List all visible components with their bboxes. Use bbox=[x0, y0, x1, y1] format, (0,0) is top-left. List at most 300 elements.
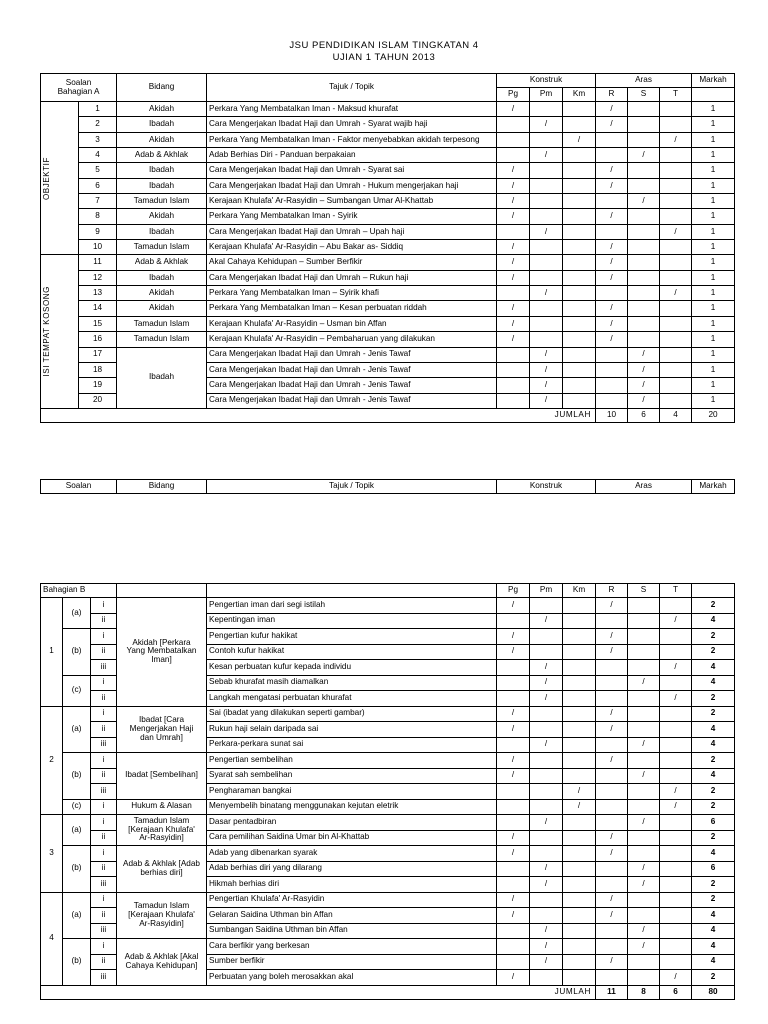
topik-cell: Cara Mengerjakan Ibadat Haji dan Umrah - Jenis Tawaf bbox=[207, 362, 497, 377]
t-cell: / bbox=[660, 691, 692, 707]
header-soalan: Soalan Bahagian A bbox=[41, 74, 117, 102]
t-cell: / bbox=[660, 799, 692, 815]
markah-cell: 4 bbox=[692, 908, 735, 924]
sub-part-label: i bbox=[91, 675, 117, 691]
r-cell: / bbox=[596, 598, 628, 614]
as-cell: / bbox=[628, 877, 660, 893]
pg-cell bbox=[497, 117, 530, 132]
sub-part-label: i bbox=[91, 892, 117, 908]
t-cell bbox=[660, 737, 692, 753]
sub-part-label: iii bbox=[91, 737, 117, 753]
r-cell: / bbox=[596, 102, 628, 117]
r-cell bbox=[596, 613, 628, 629]
km-cell bbox=[563, 861, 596, 877]
pm-cell bbox=[530, 270, 563, 285]
sub-part-label: ii bbox=[91, 722, 117, 738]
t-cell bbox=[660, 923, 692, 939]
as-cell bbox=[628, 892, 660, 908]
bidang-cell: Akidah bbox=[117, 102, 207, 117]
topik-cell: Cara Mengerjakan Ibadat Haji dan Umrah - Jenis Tawaf bbox=[207, 378, 497, 393]
s-cell bbox=[628, 286, 660, 301]
sub-part-label: iii bbox=[91, 970, 117, 986]
pm-cell bbox=[530, 753, 563, 769]
pm-cell: / bbox=[530, 939, 563, 955]
bidang-group-cell: Tamadun Islam [Kerajaan Khulafa' Ar-Rasyidin] bbox=[117, 815, 207, 846]
topik-cell: Kerajaan Khulafa' Ar-Rasyidin – Usman bin Affan bbox=[207, 316, 497, 331]
sub-part-label: iii bbox=[91, 877, 117, 893]
as-cell bbox=[628, 784, 660, 800]
t-cell bbox=[660, 301, 692, 316]
km-cell bbox=[563, 332, 596, 347]
m-cell: 1 bbox=[692, 209, 735, 224]
pg-cell bbox=[497, 613, 530, 629]
b-header-km: Km bbox=[563, 584, 596, 598]
pg-cell bbox=[497, 660, 530, 676]
t-cell bbox=[660, 194, 692, 209]
m-cell: 1 bbox=[692, 255, 735, 270]
as-cell: / bbox=[628, 815, 660, 831]
km-cell bbox=[563, 393, 596, 408]
sub-part-label: ii bbox=[91, 908, 117, 924]
bidang-group-cell: Adab & Akhlak [Akal Cahaya Kehidupan] bbox=[117, 939, 207, 986]
pm-cell: / bbox=[530, 861, 563, 877]
m-cell: 1 bbox=[692, 393, 735, 408]
km-cell bbox=[563, 240, 596, 255]
m-cell: 1 bbox=[692, 301, 735, 316]
km-cell bbox=[563, 148, 596, 163]
pm-cell bbox=[530, 316, 563, 331]
b-header-r: R bbox=[596, 584, 628, 598]
r-cell: / bbox=[596, 954, 628, 970]
r-cell bbox=[596, 660, 628, 676]
pg-cell: / bbox=[497, 722, 530, 738]
sub-part-label: i bbox=[91, 629, 117, 645]
s-cell bbox=[628, 163, 660, 178]
pg-cell: / bbox=[497, 301, 530, 316]
markah-cell: 4 bbox=[692, 613, 735, 629]
r-cell: / bbox=[596, 644, 628, 660]
m-cell: 1 bbox=[692, 240, 735, 255]
question-number: 16 bbox=[79, 332, 117, 347]
km-cell: / bbox=[563, 799, 596, 815]
question-number: 6 bbox=[79, 178, 117, 193]
markah-cell: 2 bbox=[692, 970, 735, 986]
t-cell bbox=[660, 644, 692, 660]
markah-cell: 2 bbox=[692, 691, 735, 707]
sub-part-label: i bbox=[91, 799, 117, 815]
markah-cell: 2 bbox=[692, 644, 735, 660]
topik-cell: Perkara Yang Membatalkan Iman – Syirik khafi bbox=[207, 286, 497, 301]
as-cell bbox=[628, 613, 660, 629]
t-cell bbox=[660, 117, 692, 132]
header-t: T bbox=[660, 88, 692, 102]
r-cell: / bbox=[596, 117, 628, 132]
r-cell: / bbox=[596, 706, 628, 722]
pm-cell bbox=[530, 332, 563, 347]
sub-part-label: ii bbox=[91, 954, 117, 970]
sub-part-label: i bbox=[91, 846, 117, 862]
bidang-cell: Adab & Akhlak bbox=[117, 148, 207, 163]
part-label: (a) bbox=[63, 706, 91, 753]
header-bahagian-b: Bahagian B bbox=[41, 584, 117, 598]
bidang-cell: Ibadah bbox=[117, 347, 207, 408]
pg-cell bbox=[497, 877, 530, 893]
r-cell bbox=[596, 675, 628, 691]
topik-cell: Perkara Yang Membatalkan Iman - Maksud khurafat bbox=[207, 102, 497, 117]
sub-part-label: ii bbox=[91, 830, 117, 846]
topik-cell: Cara Mengerjakan Ibadat Haji dan Umrah – Rukun haji bbox=[207, 270, 497, 285]
question-number: 4 bbox=[79, 148, 117, 163]
bidang-cell: Akidah bbox=[117, 301, 207, 316]
table-row bbox=[41, 148, 735, 163]
total-row bbox=[41, 985, 735, 999]
pm-cell bbox=[530, 784, 563, 800]
as-cell bbox=[628, 908, 660, 924]
bidang-cell: Ibadah bbox=[117, 178, 207, 193]
mid-konstruk: Konstruk bbox=[497, 480, 596, 494]
pg-cell: / bbox=[497, 209, 530, 224]
km-cell bbox=[563, 362, 596, 377]
table-row bbox=[41, 163, 735, 178]
topik-cell: Cara pemilihan Saidina Umar bin Al-Khattab bbox=[207, 830, 497, 846]
pg-cell: / bbox=[497, 830, 530, 846]
total-row bbox=[41, 408, 735, 422]
topik-cell: Kerajaan Khulafa' Ar-Rasyidin – Abu Bakar as- Siddiq bbox=[207, 240, 497, 255]
header-aras: Aras bbox=[596, 74, 692, 88]
sub-part-label: i bbox=[91, 753, 117, 769]
markah-cell: 2 bbox=[692, 892, 735, 908]
r-cell: / bbox=[596, 316, 628, 331]
sub-part-label: ii bbox=[91, 861, 117, 877]
pg-cell: / bbox=[497, 163, 530, 178]
topik-cell: Pengertian Khulafa' Ar-Rasyidin bbox=[207, 892, 497, 908]
topik-cell: Syarat sah sembelihan bbox=[207, 768, 497, 784]
km-cell bbox=[563, 970, 596, 986]
topik-cell: Adab berhias diri yang dilarang bbox=[207, 861, 497, 877]
table-row bbox=[41, 598, 735, 614]
as-cell: / bbox=[628, 768, 660, 784]
km-cell bbox=[563, 815, 596, 831]
km-cell: / bbox=[563, 784, 596, 800]
r-cell bbox=[596, 224, 628, 239]
km-cell bbox=[563, 908, 596, 924]
km-cell bbox=[563, 923, 596, 939]
s-cell bbox=[628, 240, 660, 255]
sub-part-label: iii bbox=[91, 784, 117, 800]
pm-cell: / bbox=[530, 224, 563, 239]
pg-cell: / bbox=[497, 629, 530, 645]
bidang-group-cell: Adab & Akhlak [Adab berhias diri] bbox=[117, 846, 207, 893]
m-cell: 1 bbox=[692, 378, 735, 393]
table-row bbox=[41, 240, 735, 255]
as-cell bbox=[628, 722, 660, 738]
t-cell bbox=[660, 163, 692, 178]
t-cell bbox=[660, 846, 692, 862]
topik-cell: Kesan perbuatan kufur kepada individu bbox=[207, 660, 497, 676]
pm-cell bbox=[530, 240, 563, 255]
t-cell bbox=[660, 347, 692, 362]
s-cell bbox=[628, 209, 660, 224]
pg-cell: / bbox=[497, 970, 530, 986]
pm-cell: / bbox=[530, 347, 563, 362]
pg-cell bbox=[497, 362, 530, 377]
pm-cell bbox=[530, 908, 563, 924]
section-label-text: OBJEKTIF bbox=[42, 156, 51, 200]
bidang-cell: Akidah bbox=[117, 132, 207, 147]
s-cell bbox=[628, 117, 660, 132]
topik-cell: Cara Mengerjakan Ibadat Haji dan Umrah - Hukum mengerjakan haji bbox=[207, 178, 497, 193]
s-cell bbox=[628, 132, 660, 147]
km-cell bbox=[563, 768, 596, 784]
total-r: 10 bbox=[596, 408, 628, 422]
t-cell bbox=[660, 270, 692, 285]
question-number: 17 bbox=[79, 347, 117, 362]
section-label-isi-tempat-kosong bbox=[41, 255, 79, 408]
table-row bbox=[41, 117, 735, 132]
topik-cell: Sai (ibadat yang dilakukan seperti gambar) bbox=[207, 706, 497, 722]
t-cell: / bbox=[660, 286, 692, 301]
as-cell: / bbox=[628, 939, 660, 955]
as-cell bbox=[628, 830, 660, 846]
table-row bbox=[41, 815, 735, 831]
r-cell bbox=[596, 815, 628, 831]
markah-cell: 4 bbox=[692, 660, 735, 676]
t-cell bbox=[660, 706, 692, 722]
r-cell bbox=[596, 194, 628, 209]
markah-cell: 2 bbox=[692, 799, 735, 815]
pg-cell: / bbox=[497, 255, 530, 270]
as-cell bbox=[628, 846, 660, 862]
total-r: 11 bbox=[596, 985, 628, 999]
bidang-cell: Ibadah bbox=[117, 224, 207, 239]
header-pm: Pm bbox=[530, 88, 563, 102]
question-number: 7 bbox=[79, 194, 117, 209]
pm-cell: / bbox=[530, 613, 563, 629]
question-number: 5 bbox=[79, 163, 117, 178]
t-cell bbox=[660, 393, 692, 408]
total-label: JUMLAH bbox=[41, 985, 596, 999]
topik-cell: Kerajaan Khulafa' Ar-Rasyidin – Sumbangan Umar Al-Khattab bbox=[207, 194, 497, 209]
markah-cell: 2 bbox=[692, 877, 735, 893]
doc-title-line2: UJIAN 1 TAHUN 2013 bbox=[332, 52, 436, 63]
topik-cell: Cara berfikir yang berkesan bbox=[207, 939, 497, 955]
b-header-s: S bbox=[628, 584, 660, 598]
pg-cell: / bbox=[497, 768, 530, 784]
pm-cell: / bbox=[530, 362, 563, 377]
km-cell: / bbox=[563, 132, 596, 147]
km-cell bbox=[563, 753, 596, 769]
r-cell bbox=[596, 939, 628, 955]
pm-cell bbox=[530, 132, 563, 147]
table-row bbox=[41, 255, 735, 270]
bidang-cell: Ibadah bbox=[117, 163, 207, 178]
markah-cell: 2 bbox=[692, 706, 735, 722]
table-row bbox=[41, 270, 735, 285]
r-cell bbox=[596, 378, 628, 393]
pg-cell: / bbox=[497, 194, 530, 209]
topik-cell: Cara Mengerjakan Ibadat Haji dan Umrah - Jenis Tawaf bbox=[207, 393, 497, 408]
markah-cell: 2 bbox=[692, 830, 735, 846]
topik-cell: Adab Berhias Diri - Panduan berpakaian bbox=[207, 148, 497, 163]
markah-cell: 4 bbox=[692, 768, 735, 784]
t-cell bbox=[660, 598, 692, 614]
table-row bbox=[41, 316, 735, 331]
pm-cell bbox=[530, 892, 563, 908]
question-number: 20 bbox=[79, 393, 117, 408]
markah-cell: 4 bbox=[692, 846, 735, 862]
table-bahagian-b bbox=[40, 583, 735, 1000]
part-label: (a) bbox=[63, 815, 91, 846]
r-cell bbox=[596, 132, 628, 147]
pg-cell bbox=[497, 286, 530, 301]
table-row bbox=[41, 939, 735, 955]
bidang-cell: Tamadun Islam bbox=[117, 332, 207, 347]
pg-cell bbox=[497, 799, 530, 815]
markah-cell: 4 bbox=[692, 722, 735, 738]
question-number: 3 bbox=[41, 815, 63, 893]
km-cell bbox=[563, 224, 596, 239]
topik-cell: Perkara Yang Membatalkan Iman - Faktor menyebabkan akidah terpesong bbox=[207, 132, 497, 147]
pm-cell bbox=[530, 178, 563, 193]
topik-cell: Cara Mengerjakan Ibadat Haji dan Umrah - Jenis Tawaf bbox=[207, 347, 497, 362]
s-cell: / bbox=[628, 194, 660, 209]
m-cell: 1 bbox=[692, 332, 735, 347]
bidang-group-cell: Tamadun Islam [Kerajaan Khulafa' Ar-Rasyidin] bbox=[117, 892, 207, 939]
t-cell bbox=[660, 722, 692, 738]
m-cell: 1 bbox=[692, 194, 735, 209]
pm-cell: / bbox=[530, 923, 563, 939]
t-cell: / bbox=[660, 970, 692, 986]
pm-cell bbox=[530, 194, 563, 209]
topik-cell: Kerajaan Khulafa' Ar-Rasyidin – Pembaharuan yang dilakukan bbox=[207, 332, 497, 347]
s-cell bbox=[628, 316, 660, 331]
pm-cell bbox=[530, 629, 563, 645]
pm-cell: / bbox=[530, 815, 563, 831]
table-row bbox=[41, 846, 735, 862]
part-label: (b) bbox=[63, 629, 91, 676]
s-cell bbox=[628, 255, 660, 270]
bidang-cell: Tamadun Islam bbox=[117, 316, 207, 331]
r-cell bbox=[596, 393, 628, 408]
b-header-pm: Pm bbox=[530, 584, 563, 598]
km-cell bbox=[563, 316, 596, 331]
t-cell bbox=[660, 815, 692, 831]
r-cell: / bbox=[596, 892, 628, 908]
part-label: (c) bbox=[63, 799, 91, 815]
as-cell: / bbox=[628, 737, 660, 753]
mid-markah: Markah bbox=[692, 480, 735, 494]
pm-cell: / bbox=[530, 393, 563, 408]
pm-cell bbox=[530, 644, 563, 660]
t-cell: / bbox=[660, 613, 692, 629]
table-row bbox=[41, 209, 735, 224]
r-cell bbox=[596, 691, 628, 707]
r-cell bbox=[596, 799, 628, 815]
s-cell bbox=[628, 178, 660, 193]
header-tajuk: Tajuk / Topik bbox=[207, 74, 497, 102]
sub-part-label: ii bbox=[91, 691, 117, 707]
t-cell bbox=[660, 240, 692, 255]
pm-cell bbox=[530, 163, 563, 178]
pm-cell bbox=[530, 598, 563, 614]
bidang-group-cell: Ibadat [Sembelihan] bbox=[117, 753, 207, 800]
topik-cell: Adab yang dibenarkan syarak bbox=[207, 846, 497, 862]
question-number: 4 bbox=[41, 892, 63, 985]
s-cell bbox=[628, 224, 660, 239]
pm-cell bbox=[530, 799, 563, 815]
as-cell bbox=[628, 629, 660, 645]
section-label-objektif bbox=[41, 102, 79, 255]
pg-cell: / bbox=[497, 332, 530, 347]
t-cell bbox=[660, 939, 692, 955]
table-bahagian-a bbox=[40, 73, 735, 423]
sub-part-label: i bbox=[91, 939, 117, 955]
pg-cell bbox=[497, 148, 530, 163]
km-cell bbox=[563, 286, 596, 301]
m-cell: 1 bbox=[692, 316, 735, 331]
topik-cell: Akal Cahaya Kehidupan – Sumber Berfikir bbox=[207, 255, 497, 270]
part-label: (b) bbox=[63, 846, 91, 893]
r-cell: / bbox=[596, 240, 628, 255]
m-cell: 1 bbox=[692, 163, 735, 178]
t-cell: / bbox=[660, 224, 692, 239]
m-cell: 1 bbox=[692, 117, 735, 132]
r-cell: / bbox=[596, 301, 628, 316]
r-cell bbox=[596, 347, 628, 362]
km-cell bbox=[563, 939, 596, 955]
pm-cell: / bbox=[530, 675, 563, 691]
table-row bbox=[41, 706, 735, 722]
topik-cell: Gelaran Saidina Uthman bin Affan bbox=[207, 908, 497, 924]
km-cell bbox=[563, 877, 596, 893]
total-label: JUMLAH bbox=[41, 408, 596, 422]
header-s: S bbox=[628, 88, 660, 102]
as-cell: / bbox=[628, 675, 660, 691]
bidang-group-cell: Ibadat [Cara Mengerjakan Haji dan Umrah] bbox=[117, 706, 207, 753]
pg-cell: / bbox=[497, 706, 530, 722]
pm-cell: / bbox=[530, 286, 563, 301]
total-markah: 20 bbox=[692, 408, 735, 422]
sub-part-label: i bbox=[91, 598, 117, 614]
topik-cell: Sumber berfikir bbox=[207, 954, 497, 970]
pg-cell: / bbox=[497, 270, 530, 285]
table-row bbox=[41, 301, 735, 316]
t-cell: / bbox=[660, 784, 692, 800]
total-s: 8 bbox=[628, 985, 660, 999]
table-row bbox=[41, 224, 735, 239]
bidang-cell: Tamadun Islam bbox=[117, 240, 207, 255]
pm-cell bbox=[530, 846, 563, 862]
r-cell bbox=[596, 148, 628, 163]
topik-cell: Pengertian kufur hakikat bbox=[207, 629, 497, 645]
pg-cell bbox=[497, 691, 530, 707]
m-cell: 1 bbox=[692, 102, 735, 117]
topik-cell: Rukun haji selain daripada sai bbox=[207, 722, 497, 738]
s-cell: / bbox=[628, 393, 660, 408]
question-number: 1 bbox=[79, 102, 117, 117]
m-cell: 1 bbox=[692, 148, 735, 163]
bidang-cell: Akidah bbox=[117, 286, 207, 301]
km-cell bbox=[563, 954, 596, 970]
r-cell: / bbox=[596, 178, 628, 193]
pg-cell: / bbox=[497, 892, 530, 908]
pg-cell: / bbox=[497, 846, 530, 862]
r-cell bbox=[596, 768, 628, 784]
as-cell bbox=[628, 753, 660, 769]
bidang-cell: Ibadah bbox=[117, 270, 207, 285]
part-label: (a) bbox=[63, 892, 91, 939]
as-cell bbox=[628, 799, 660, 815]
